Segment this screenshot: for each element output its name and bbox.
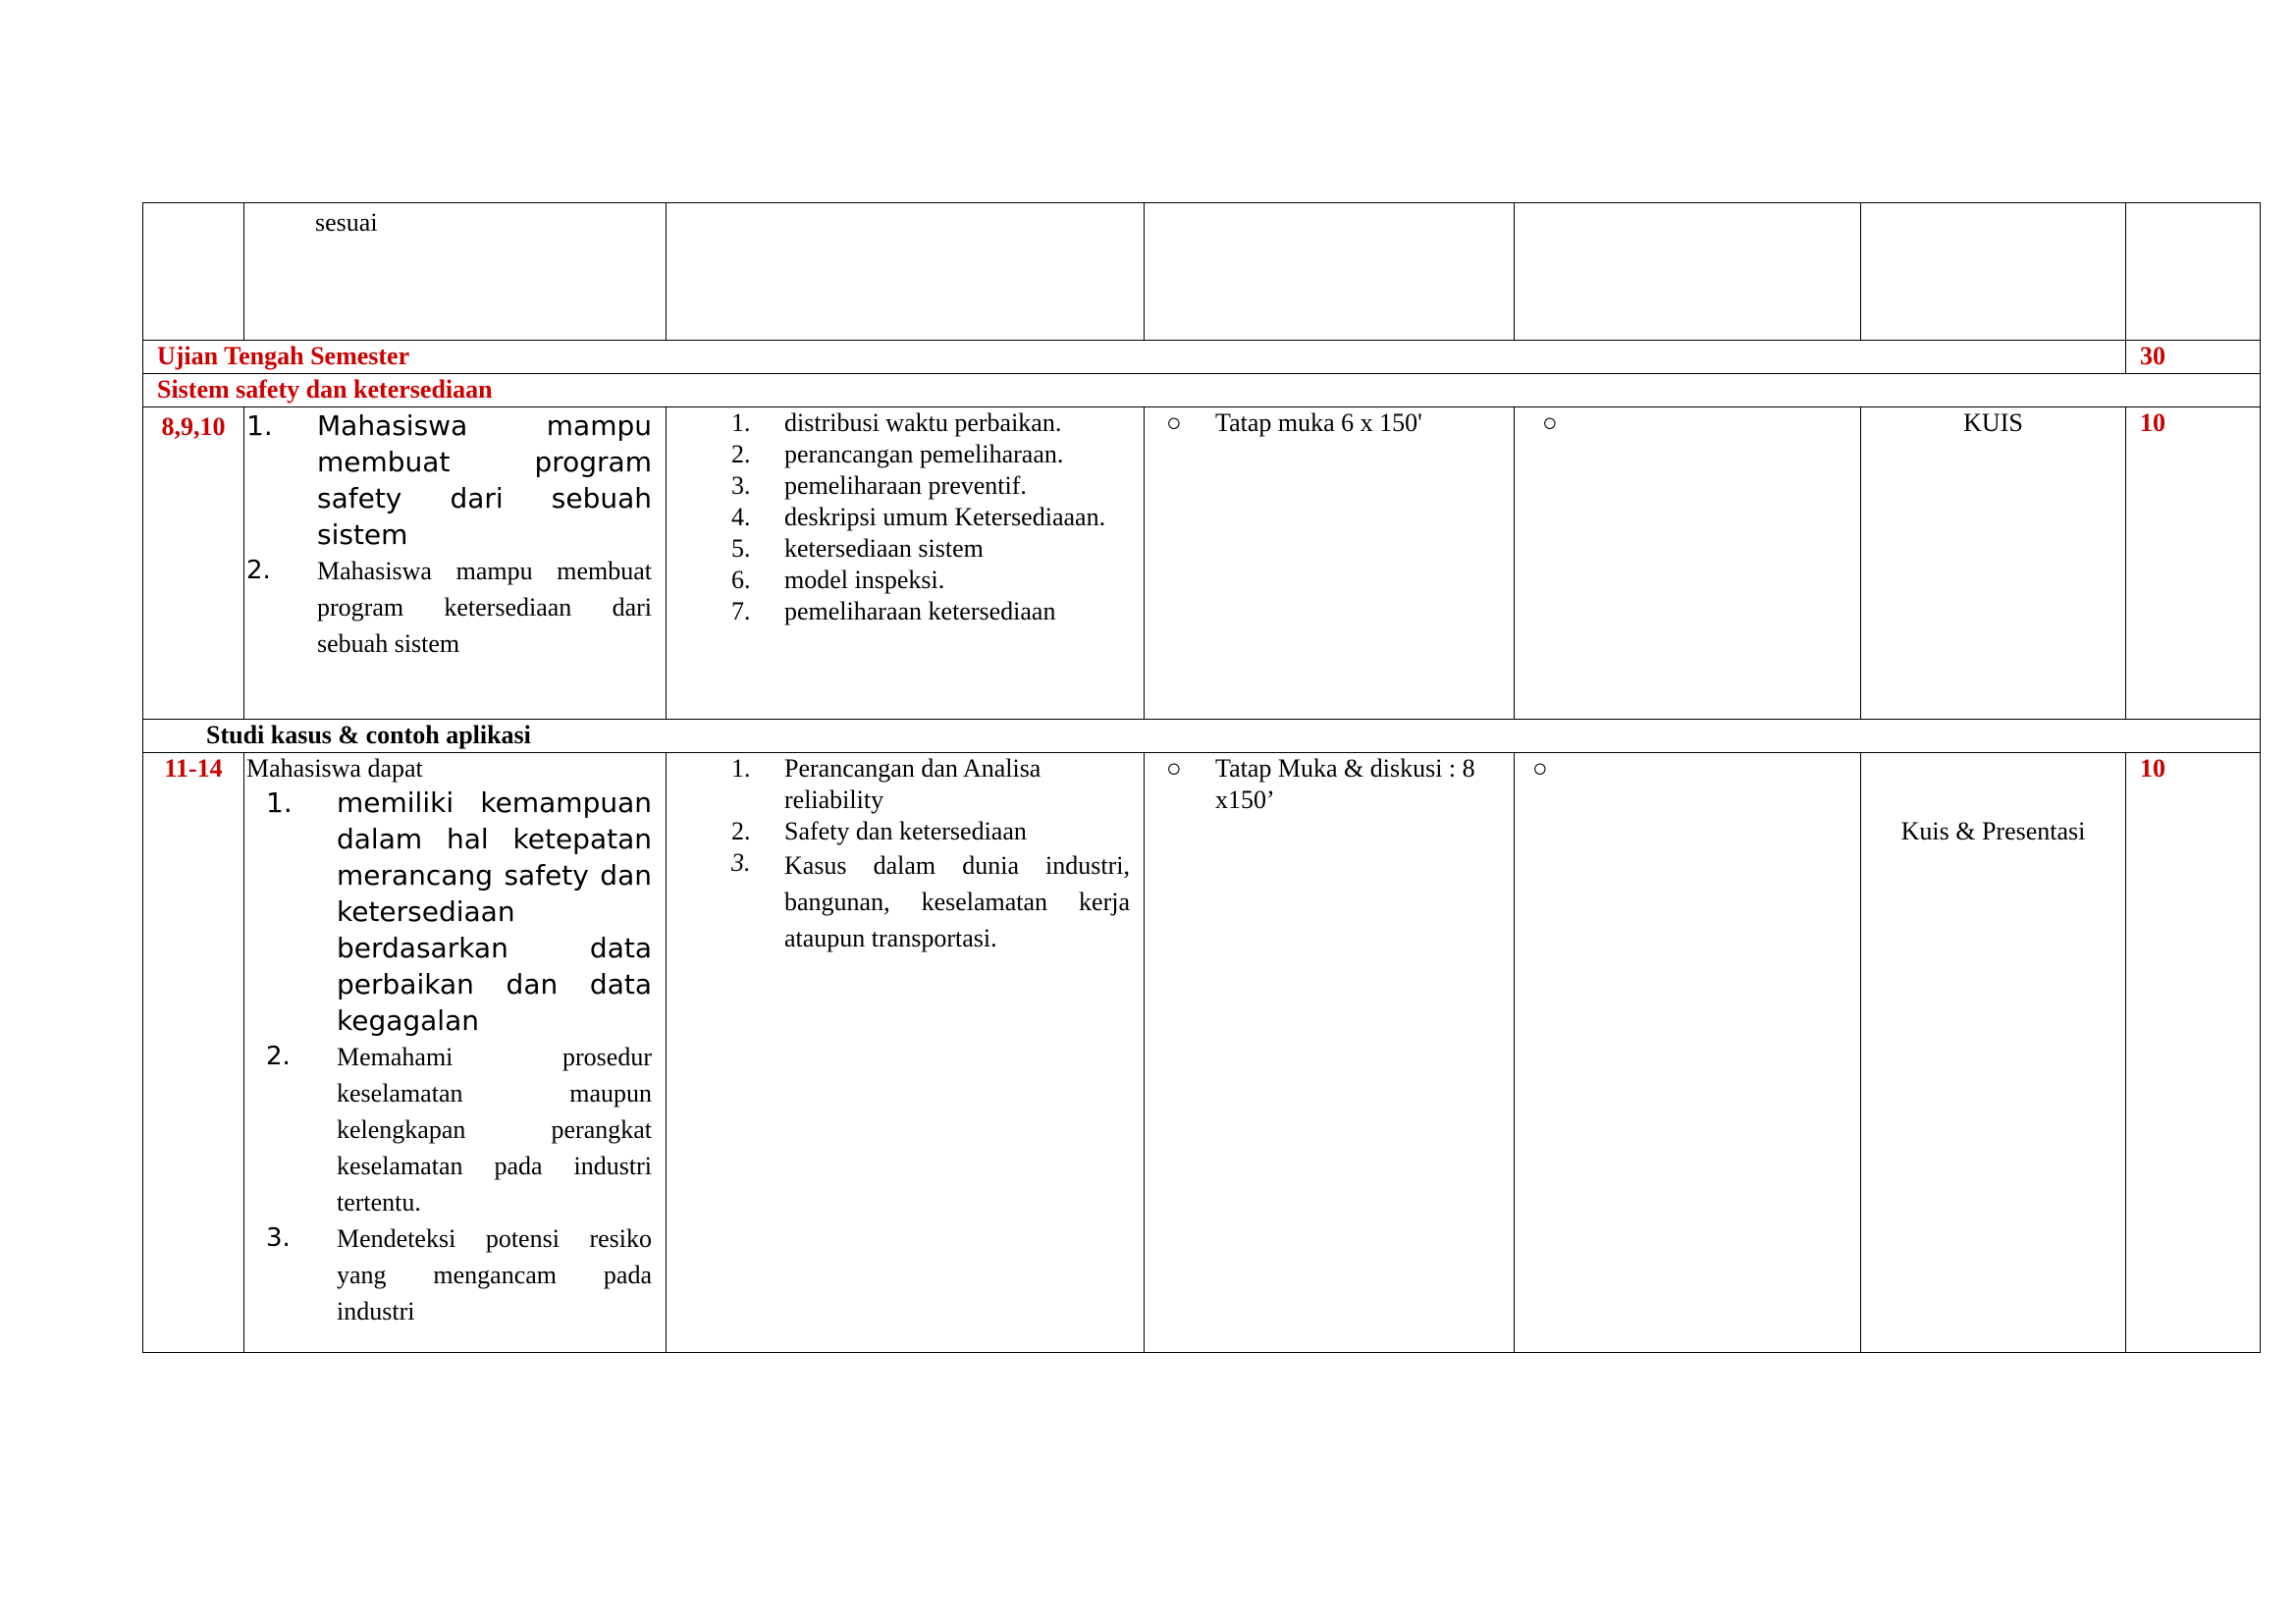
experience-cell	[1515, 753, 1861, 1353]
assessment-cell	[1861, 203, 2126, 341]
objective-number: 2.	[246, 556, 271, 585]
material-number: 1.	[731, 754, 751, 783]
objective-item	[246, 1220, 652, 1329]
material-text: model inspeksi.	[784, 566, 945, 594]
bullet-icon: ○	[1532, 754, 1548, 783]
objective-number: 1.	[266, 786, 293, 819]
material-number: 4.	[731, 503, 751, 531]
materials-cell	[667, 753, 1145, 1353]
objective-item	[246, 784, 652, 1039]
objective-text: Mendeteksi potensi resiko yang mengancam pada industri	[337, 1224, 652, 1325]
week-row-8-10	[143, 407, 2261, 720]
material-text: perancangan pemeliharaan.	[784, 440, 1064, 468]
objectives-cell	[244, 753, 667, 1353]
uts-label: Ujian Tengah Semester	[143, 341, 2126, 374]
weight-value: 10	[2126, 407, 2261, 720]
weight-value: 10	[2126, 753, 2261, 1353]
material-item	[731, 596, 1130, 627]
experience-cell	[1515, 203, 1861, 341]
objectives-intro: Mahasiswa dapat	[246, 754, 423, 783]
material-item	[731, 502, 1130, 533]
week-row-11-14	[143, 753, 2261, 1353]
materials-cell	[667, 407, 1145, 720]
material-item	[731, 753, 1130, 816]
objective-item	[246, 1039, 652, 1220]
objectives-cell	[244, 407, 667, 720]
objectives-continuation: sesuai	[315, 208, 378, 237]
section-title: Studi kasus & contoh aplikasi	[143, 720, 2261, 753]
material-item	[731, 816, 1130, 847]
continuation-row	[143, 203, 2261, 341]
objective-item	[246, 553, 652, 662]
section-title: Sistem safety dan ketersediaan	[143, 374, 2261, 407]
material-number: 2.	[731, 817, 751, 845]
material-text: distribusi waktu perbaikan.	[784, 408, 1062, 437]
uts-row	[143, 341, 2261, 374]
material-text: ketersediaan sistem	[784, 534, 984, 563]
material-number: 1.	[731, 408, 751, 437]
objective-text: Memahami prosedur keselamatan maupun kelengkapan perangkat keselamatan pada industri tertentu.	[337, 1043, 652, 1217]
objective-text: Mahasiswa mampu membuat program safety dari sebuah sistem	[317, 409, 652, 551]
material-item	[731, 847, 1130, 956]
method-text: Tatap muka 6 x 150'	[1215, 408, 1422, 437]
material-number: 7.	[731, 597, 751, 625]
material-item	[731, 470, 1130, 502]
material-number: 5.	[731, 534, 751, 563]
material-text: pemeliharaan ketersediaan	[784, 597, 1056, 625]
material-text: pemeliharaan preventif.	[784, 471, 1027, 500]
assessment-text: Kuis & Presentasi	[1861, 753, 2126, 1353]
materials-list	[667, 407, 1144, 627]
experience-cell	[1515, 407, 1861, 720]
material-item	[731, 439, 1130, 470]
material-text: deskripsi umum Ketersediaaan.	[784, 503, 1106, 531]
week-number: 8,9,10	[143, 407, 244, 720]
objective-number: 1.	[246, 409, 273, 442]
uts-weight: 30	[2126, 341, 2261, 374]
week-number: 11-14	[143, 753, 244, 1353]
section-header-row	[143, 374, 2261, 407]
objective-number: 2.	[266, 1042, 291, 1071]
materials-cell	[667, 203, 1145, 341]
objective-item	[246, 407, 652, 553]
method-cell	[1145, 753, 1515, 1353]
material-item	[731, 565, 1130, 596]
objective-number: 3.	[266, 1223, 291, 1253]
material-number: 3.	[731, 471, 751, 500]
bullet-icon: ○	[1166, 408, 1182, 437]
assessment-text: KUIS	[1861, 407, 2126, 720]
material-number: 6.	[731, 566, 751, 594]
course-plan-table	[142, 202, 2261, 1353]
weight-cell	[2126, 203, 2261, 341]
objective-text: memiliki kemampuan dalam hal ketepatan merancang safety dan ketersediaan berdasarkan data perbaikan dan data kegagalan	[337, 786, 652, 1037]
bullet-icon: ○	[1542, 408, 1558, 437]
materials-list	[667, 753, 1144, 956]
material-item	[731, 533, 1130, 565]
bullet-icon: ○	[1166, 754, 1182, 783]
material-text: Safety dan ketersediaan	[784, 817, 1027, 845]
section-header-row	[143, 720, 2261, 753]
method-cell	[1145, 407, 1515, 720]
material-text: Perancangan dan Analisa reliability	[784, 754, 1041, 814]
objectives-cell	[244, 203, 667, 341]
method-text: Tatap Muka & diskusi : 8 x150’	[1215, 754, 1475, 814]
material-number: 3.	[731, 848, 751, 877]
week-cell	[143, 203, 244, 341]
method-cell	[1145, 203, 1515, 341]
material-item	[731, 407, 1130, 439]
material-number: 2.	[731, 440, 751, 468]
material-text: Kasus dalam dunia industri, bangunan, keselamatan kerja ataupun transportasi.	[784, 851, 1130, 952]
objective-text: Mahasiswa mampu membuat program ketersediaan dari sebuah sistem	[317, 557, 652, 658]
